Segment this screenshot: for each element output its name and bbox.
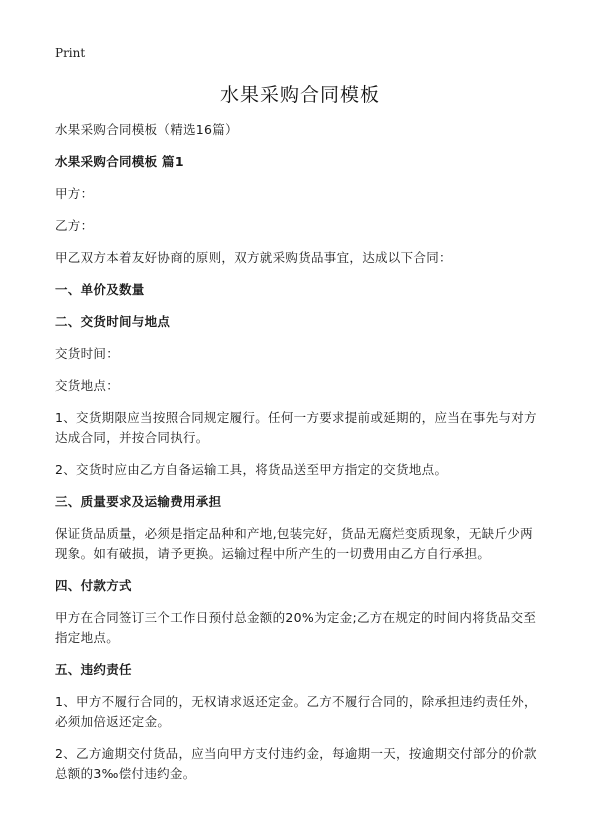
section-heading: 水果采购合同模板 篇1	[55, 154, 184, 169]
section-heading: 五、违约责任	[55, 662, 132, 677]
paragraph: 水果采购合同模板（精选16篇）	[55, 122, 238, 137]
paragraph: 1、甲方不履行合同的，无权请求返还定金。乙方不履行合同的，除承担违约责任外，必须加倍返还定金。	[55, 694, 537, 729]
paragraph: 乙方：	[55, 218, 94, 233]
paragraph: 交货时间：	[55, 346, 120, 361]
paragraph: 保证货品质量，必须是指定品种和产地,包装完好，货品无腐烂变质现象，无缺斤少两现象。如有破损，请予更换。运输过程中所产生的一切费用由乙方自行承担。	[55, 526, 533, 561]
paragraph: 2、交货时应由乙方自备运输工具，将货品送至甲方指定的交货地点。	[55, 462, 448, 477]
print-label: Print	[55, 46, 86, 60]
document-body	[55, 120, 545, 796]
section-heading: 四、付款方式	[55, 578, 132, 593]
document-title: 水果采购合同模板	[219, 84, 380, 106]
section-heading: 二、交货时间与地点	[55, 314, 171, 329]
paragraph: 2、乙方逾期交付货品，应当向甲方支付违约金，每逾期一天，按逾期交付部分的价款总额的3‰偿付违约金。	[55, 746, 537, 781]
paragraph: 甲方：	[55, 186, 94, 201]
section-heading: 三、质量要求及运输费用承担	[55, 494, 222, 509]
paragraph: 交货地点：	[55, 378, 120, 393]
section-heading: 一、单价及数量	[55, 282, 145, 297]
paragraph: 甲乙双方本着友好协商的原则，双方就采购货品事宜，达成以下合同：	[55, 250, 452, 265]
paragraph: 1、交货期限应当按照合同规定履行。任何一方要求提前或延期的，应当在事先与对方达成合同，并按合同执行。	[55, 410, 537, 445]
paragraph: 甲方在合同签订三个工作日预付总金额的20%为定金;乙方在规定的时间内将货品交至指定地点。	[55, 610, 537, 645]
